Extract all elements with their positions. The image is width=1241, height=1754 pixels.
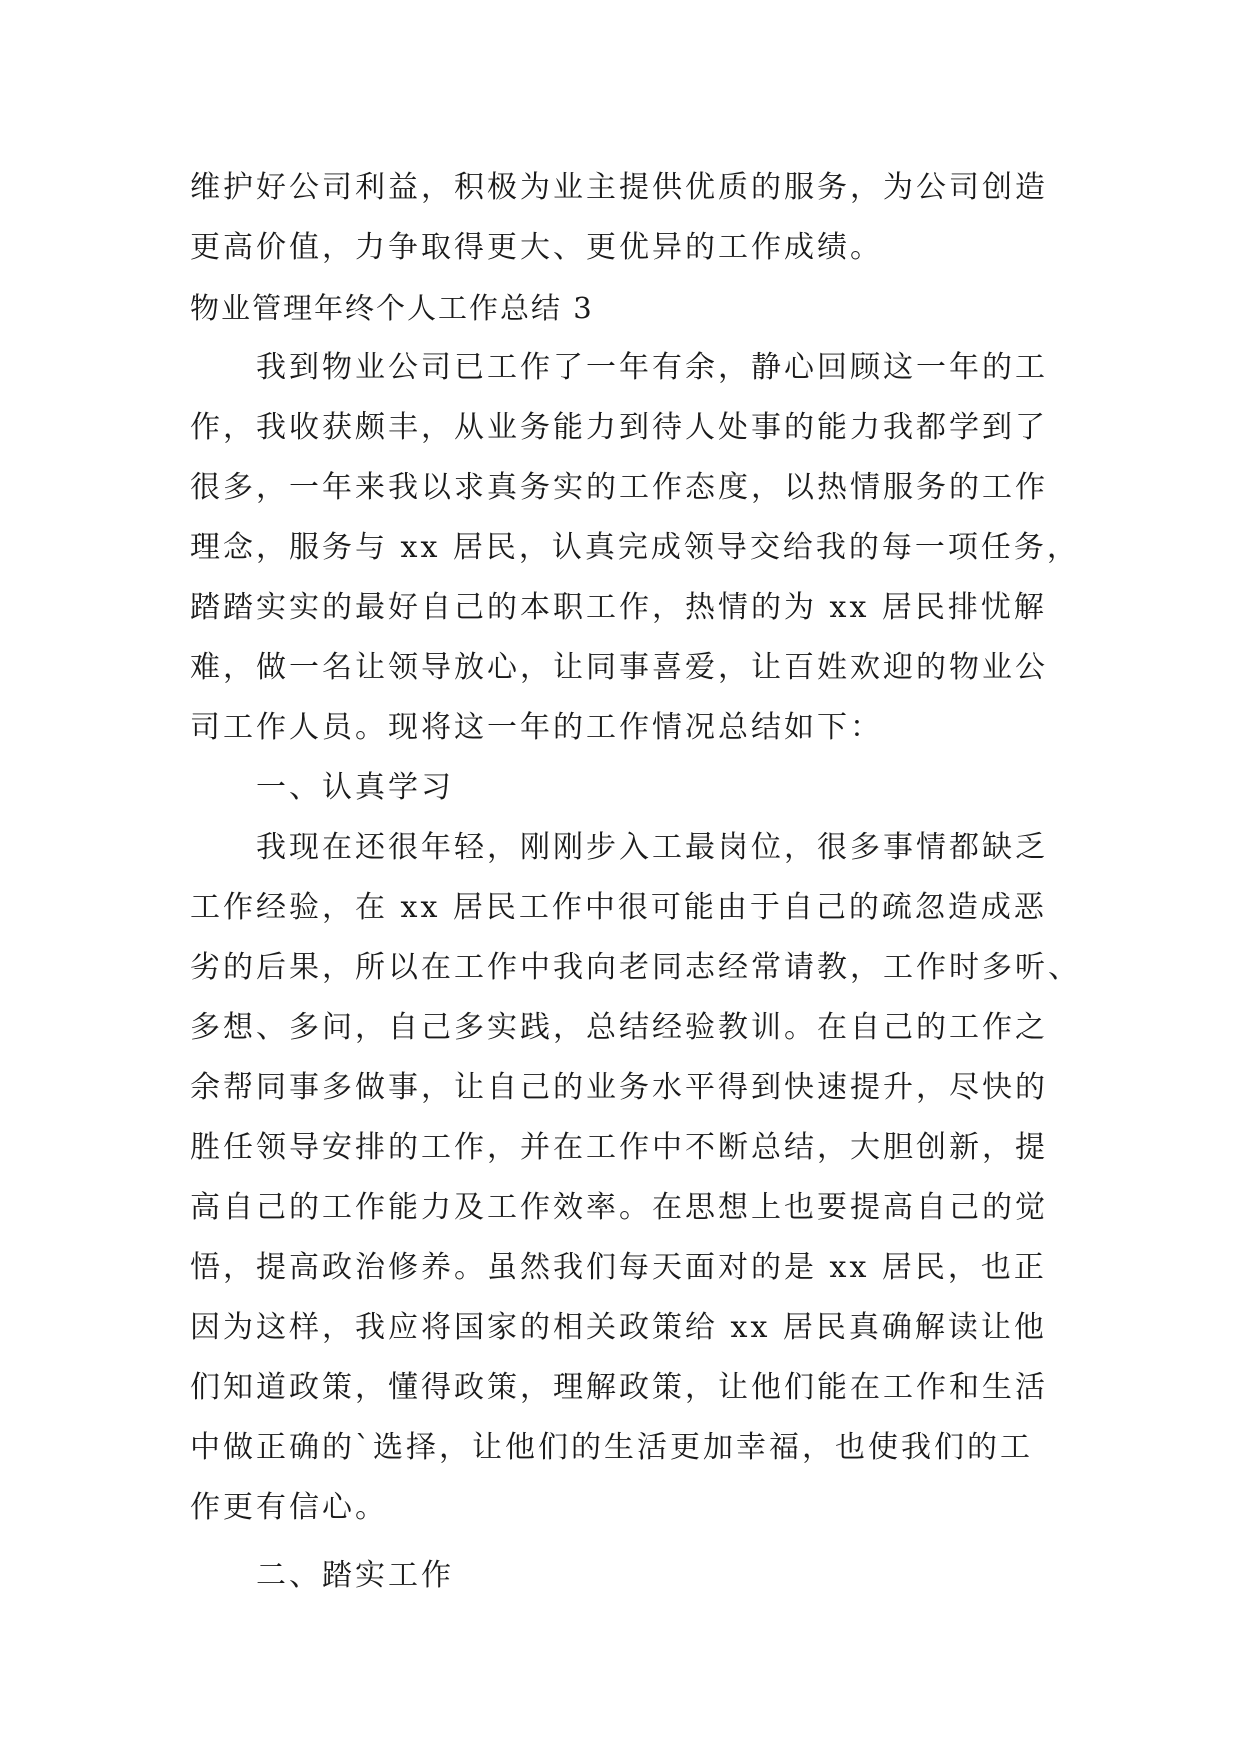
para2-line-10: 们知道政策，懂得政策，理解政策，让他们能在工作和生活: [190, 1370, 1048, 1405]
para2-line-11: 中做正确的`选择，让他们的生活更加幸福，也使我们的工: [190, 1430, 1033, 1465]
para2-line-6: 胜任领导安排的工作，并在工作中不断总结，大胆创新，提: [190, 1130, 1048, 1165]
para2-line-12: 作更有信心。: [190, 1490, 388, 1525]
para2-line-5: 余帮同事多做事，让自己的业务水平得到快速提升，尽快的: [190, 1070, 1048, 1105]
intro-line-1: 维护好公司利益，积极为业主提供优质的服务，为公司创造: [190, 170, 1048, 205]
section-title: 物业管理年终个人工作总结 3: [190, 291, 594, 325]
para2-line-1: 我现在还很年轻，刚刚步入工最岗位，很多事情都缺乏: [256, 830, 1048, 865]
heading-work: 二、踏实工作: [256, 1558, 454, 1593]
para2-line-4: 多想、多问，自己多实践，总结经验教训。在自己的工作之: [190, 1010, 1048, 1045]
para2-line-9: 因为这样，我应将国家的相关政策给 xx 居民真确解读让他: [190, 1310, 1047, 1345]
para2-line-2: 工作经验，在 xx 居民工作中很可能由于自己的疏忽造成恶: [190, 890, 1047, 925]
paragraph-gap: [190, 1538, 1050, 1546]
para1-line-7: 司工作人员。现将这一年的工作情况总结如下：: [190, 710, 883, 745]
para1-line-5: 踏踏实实的最好自己的本职工作，热情的为 xx 居民排忧解: [190, 590, 1047, 625]
para2-line-3: 劣的后果，所以在工作中我向老同志经常请教，工作时多听、: [190, 950, 1081, 985]
para1-line-2: 作，我收获颇丰，从业务能力到待人处事的能力我都学到了: [190, 410, 1048, 445]
intro-line-2: 更高价值，力争取得更大、更优异的工作成绩。: [190, 230, 883, 265]
para1-line-4: 理念，服务与 xx 居民，认真完成领导交给我的每一项任务，: [190, 530, 1080, 565]
para2-line-7: 高自己的工作能力及工作效率。在思想上也要提高自己的觉: [190, 1190, 1048, 1225]
para1-line-3: 很多，一年来我以求真务实的工作态度，以热情服务的工作: [190, 470, 1048, 505]
document-body: [190, 158, 1081, 1606]
para1-line-1: 我到物业公司已工作了一年有余，静心回顾这一年的工: [256, 350, 1048, 385]
para2-line-8: 悟，提高政治修养。虽然我们每天面对的是 xx 居民，也正: [190, 1250, 1047, 1285]
heading-learning: 一、认真学习: [256, 770, 454, 805]
para1-line-6: 难，做一名让领导放心，让同事喜爱，让百姓欢迎的物业公: [190, 650, 1048, 685]
